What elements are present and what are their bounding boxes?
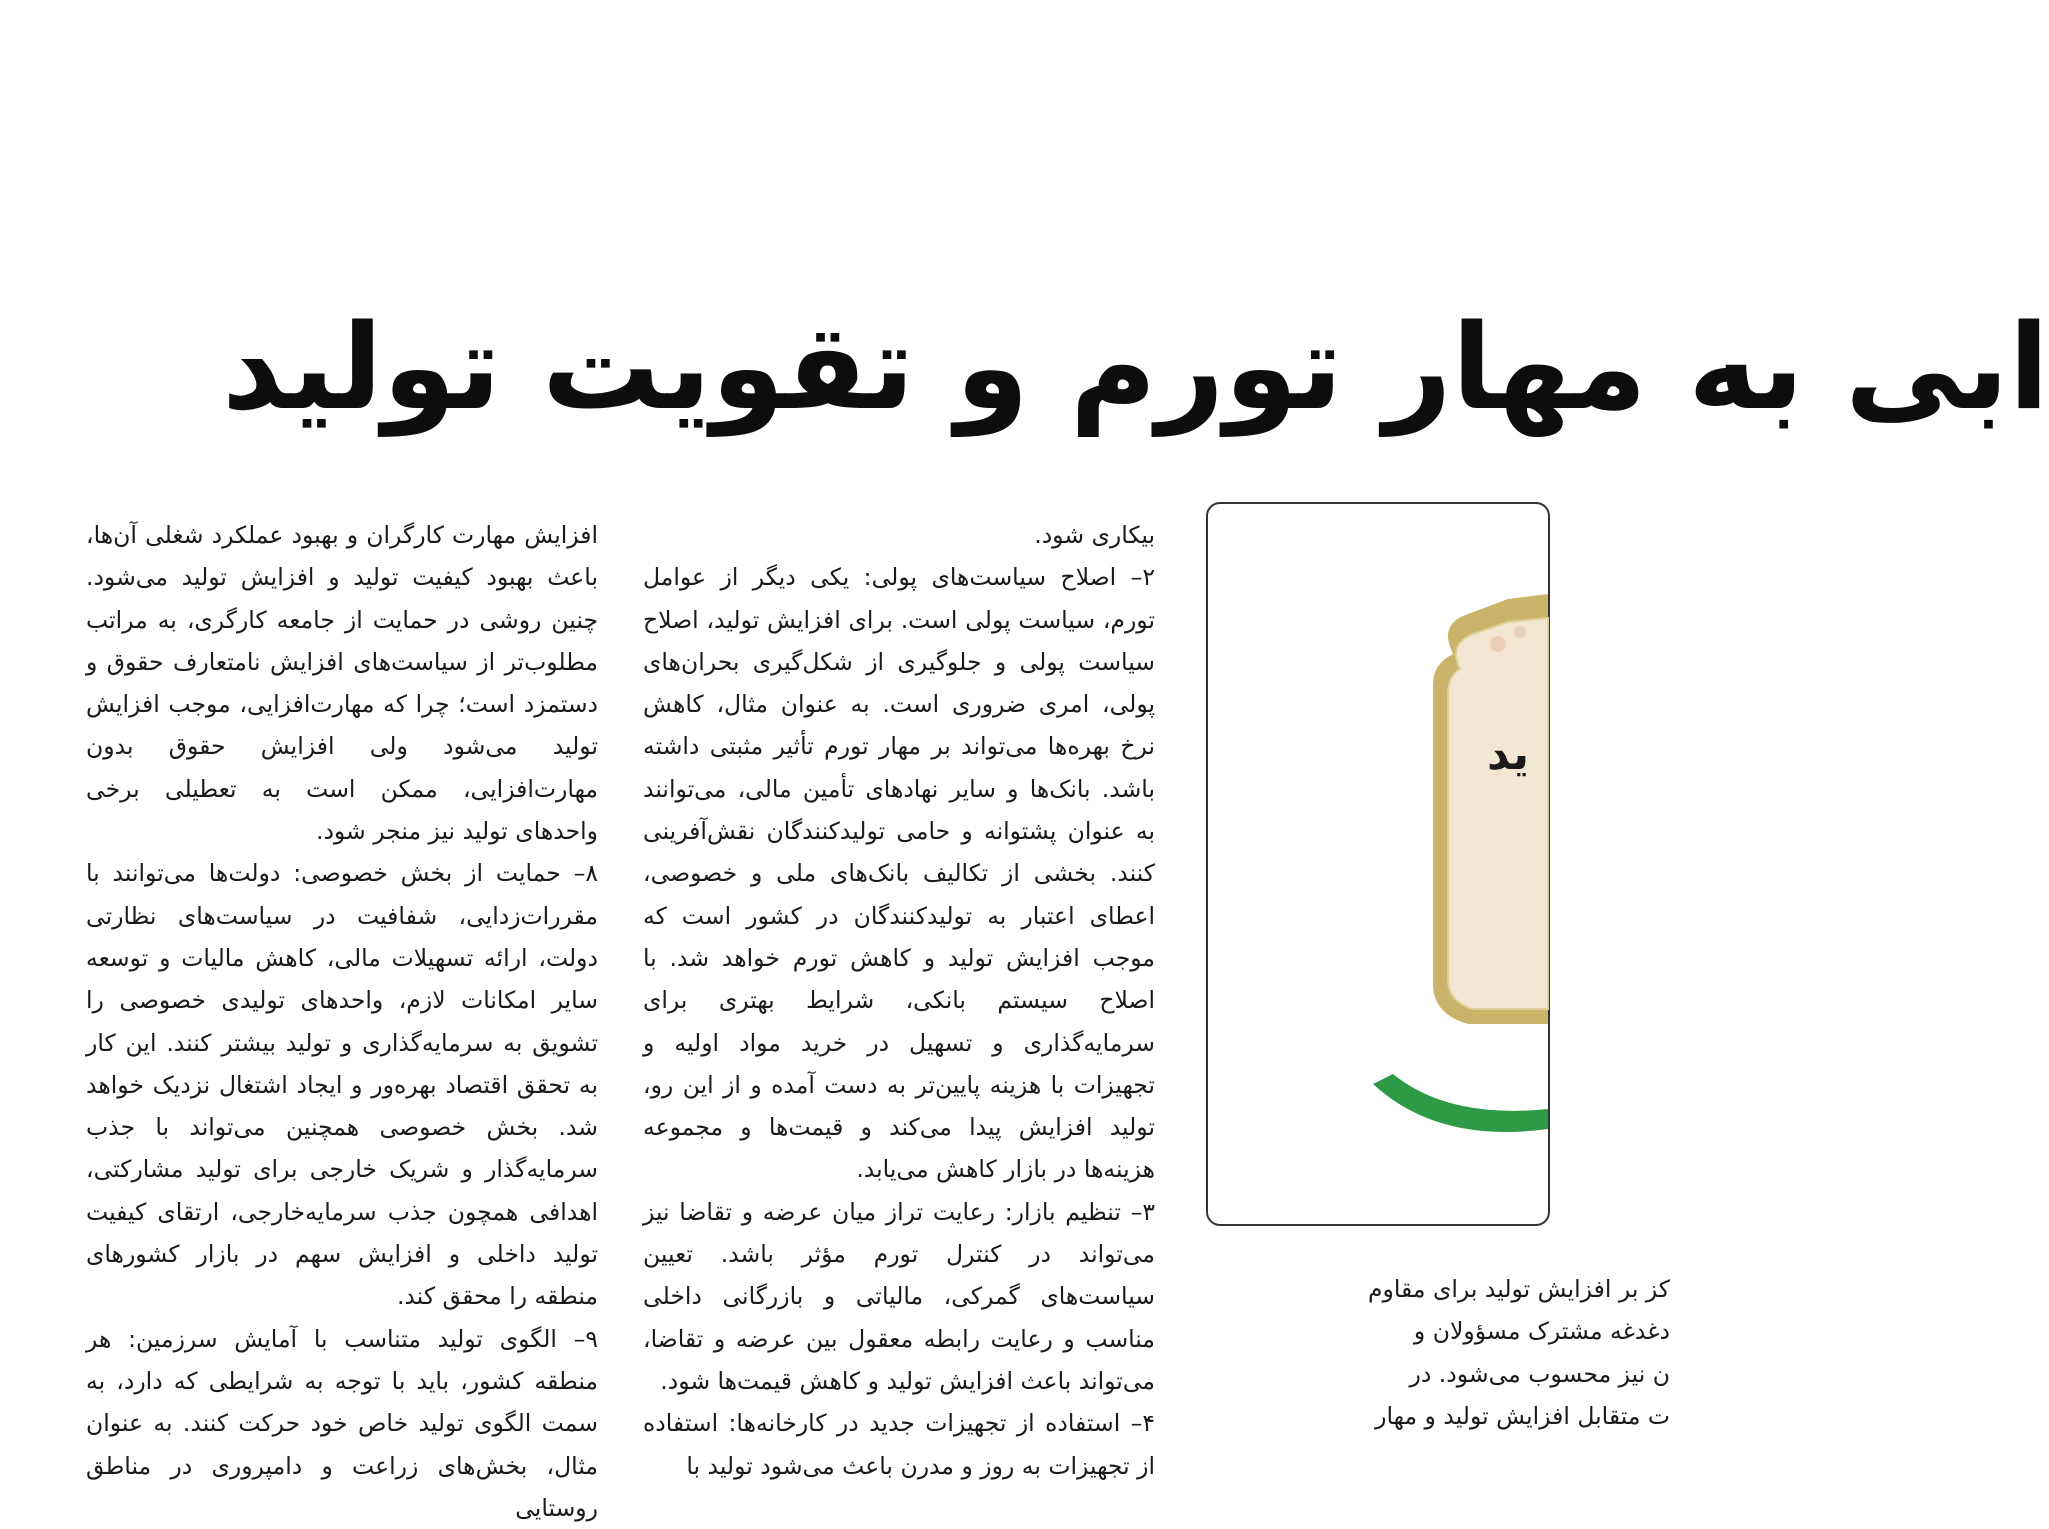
paragraph: افزایش مهارت کارگران و بهبود عملکرد شغلی آن‌ها، باعث بهبود کیفیت تولید و افزایش تولید می‌شود. چنین روشی در حمایت از جامعه کارگری، به مراتب مطلوب‌تر از سیاست‌های افزایش نامتعارف حقوق و دستمزد است؛ چرا که مهارت‌افزایی، موجب افزایش تولید می‌شود ولی افزایش حقوق بدون مهارت‌افزایی، ممکن است به تعطیلی برخی واحدهای تولید نیز منجر شود. bbox=[86, 521, 598, 846]
headline-text: ابی به مهار تورم و تقویت تولید bbox=[222, 298, 2049, 436]
banner-ornament bbox=[1490, 636, 1506, 652]
banner-text: ید bbox=[1487, 729, 1529, 780]
banner-ornament bbox=[1514, 626, 1526, 638]
paragraph: ۸– حمایت از بخش خصوصی: دولت‌ها می‌توانند با مقررات‌زدایی، شفافیت در سیاست‌های نظارتی دولت، ارائه تسهیلات مالی، کاهش مالیات و توسعه سایر امکانات لازم، واحدهای تولیدی خصوصی را تشویق به سرمایه‌گذاری و تولید بیشتر کنند. این کار به تحقق اقتصاد بهره‌ور و ایجاد اشتغال نزدیک خواهد شد. بخش خصوصی همچنین می‌تواند با جذب سرمایه‌گذار و شریک خارجی برای تولید مشارکتی، اهدافی همچون جذب سرمایه‌خارجی، ارتقای کیفیت تولید داخلی و افزایش سهم در بازار کشورهای منطقه را محقق کند. bbox=[86, 859, 598, 1311]
article-headline bbox=[0, 298, 2049, 458]
photo-caption bbox=[1200, 1268, 1670, 1430]
green-arc bbox=[1373, 1074, 1548, 1132]
article-photo bbox=[1206, 502, 1550, 1226]
caption-line: دغدغه مشترک مسؤولان و bbox=[1413, 1317, 1670, 1346]
banner-cream-panel bbox=[1448, 618, 1548, 1009]
paragraph: بیکاری شود. bbox=[1034, 521, 1155, 549]
caption-line: کز بر افزایش تولید برای مقاوم bbox=[1367, 1275, 1670, 1303]
photo-illustration bbox=[1208, 504, 1548, 1224]
paragraph: ۳– تنظیم بازار: رعایت تراز میان عرضه و تقاضا نیز می‌تواند در کنترل تورم مؤثر باشد. تعیین سیاست‌های گمرکی، مالیاتی و بازرگانی داخلی مناسب و رعایت رابطه معقول بین عرضه و تقاضا، می‌تواند باعث افزایش تولید و کاهش قیمت‌ها شود. bbox=[643, 1197, 1155, 1395]
paragraph: ۲– اصلاح سیاست‌های پولی: یکی دیگر از عوامل تورم، سیاست پولی است. برای افزایش تولید، اصلاح سیاست پولی و جلوگیری از شکل‌گیری بحران‌های پولی، امری ضروری است. به عنوان مثال، کاهش نرخ بهره‌ها می‌تواند بر مهار تورم تأثیر مثبتی داشته باشد. بانک‌ها و سایر نهادهای تأمین مالی، می‌توانند به عنوان پشتوانه و حامی تولیدکنندگان نقش‌آفرینی کنند. بخشی از تکالیف بانک‌های ملی و خصوصی، اعطای اعتبار به تولیدکنندگان در کشور است که موجب افزایش تولید و کاهش تورم خواهد شد. با اصلاح سیستم بانکی، شرایط بهتری برای سرمایه‌گذاری و تسهیل در خرید مواد اولیه و تجهیزات با هزینه پایین‌تر به دست آمده و از این رو، تولید افزایش پیدا می‌کند و قیمت‌ها و مجموعه هزینه‌ها در بازار کاهش می‌یابد. bbox=[643, 563, 1155, 1184]
paragraph: ۹– الگوی تولید متناسب با آمایش سرزمین: هر منطقه کشور، باید با توجه به شرایطی که دارد، به سمت الگوی تولید خاص خود حرکت کنند. به عنوان مثال، بخش‌های زراعت و دامپروری در مناطق روستایی bbox=[86, 1324, 598, 1522]
article-column-middle bbox=[643, 514, 1155, 1480]
article-column-left bbox=[86, 514, 598, 1522]
caption-line: ن نیز محسوب می‌شود. در bbox=[1409, 1359, 1670, 1388]
paragraph: ۴– استفاده از تجهیزات جدید در کارخانه‌ها: استفاده از تجهیزات به روز و مدرن باعث می‌شود تولید با bbox=[643, 1409, 1155, 1480]
caption-line: ت متقابل افزایش تولید و مهار bbox=[1375, 1401, 1670, 1430]
